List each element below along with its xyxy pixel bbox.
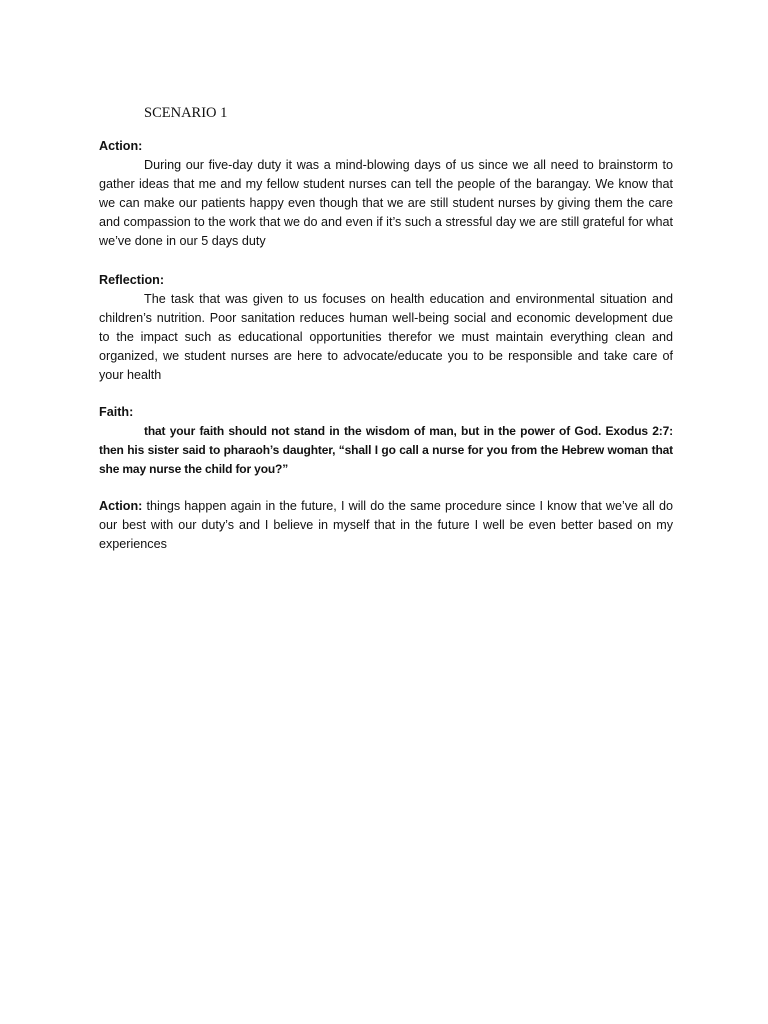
closing-action-heading: Action: <box>99 499 143 513</box>
reflection-paragraph: The task that was given to us focuses on health education and environmental situation and children’s nutrition. Poor sanitation reduces human well-being social and economic development due to the impact such as educational opportunities therefor we must maintain everything clean and organized, we student nurses are here to advocate/educate you to be responsible and take care of your health <box>99 292 673 382</box>
faith-heading: Faith: <box>99 405 134 419</box>
closing-action-text: things happen again in the future, I will do the same procedure since I know that we’ve all do our best with our duty’s and I believe in myself that in the future I well be even better based on my experiences <box>99 499 673 551</box>
closing-action-section <box>99 497 673 554</box>
reflection-heading: Reflection: <box>99 273 165 287</box>
action-paragraph: During our five-day duty it was a mind-blowing days of us since we all need to brainstorm to gather ideas that me and my fellow student nurses can tell the people of the barangay. We know that we can make our patients happy even though that we are still student nurses by giving them the care and compassion to the work that we do and even if it’s such a stressful day we are still grateful for what we’ve done in our 5 days duty <box>99 158 673 248</box>
closing-action-paragraph <box>99 497 673 554</box>
action-section <box>99 137 673 251</box>
faith-paragraph: that your faith should not stand in the wisdom of man, but in the power of God. Exodus 2:7: then his sister said to pharaoh’s daughter, “shall I go call a nurse for you from the Hebrew woman that she may nurse the child for you?” <box>99 424 673 476</box>
action-heading: Action: <box>99 139 143 153</box>
reflection-section <box>99 271 673 385</box>
faith-section <box>99 403 673 479</box>
document-title: SCENARIO 1 <box>144 105 228 121</box>
